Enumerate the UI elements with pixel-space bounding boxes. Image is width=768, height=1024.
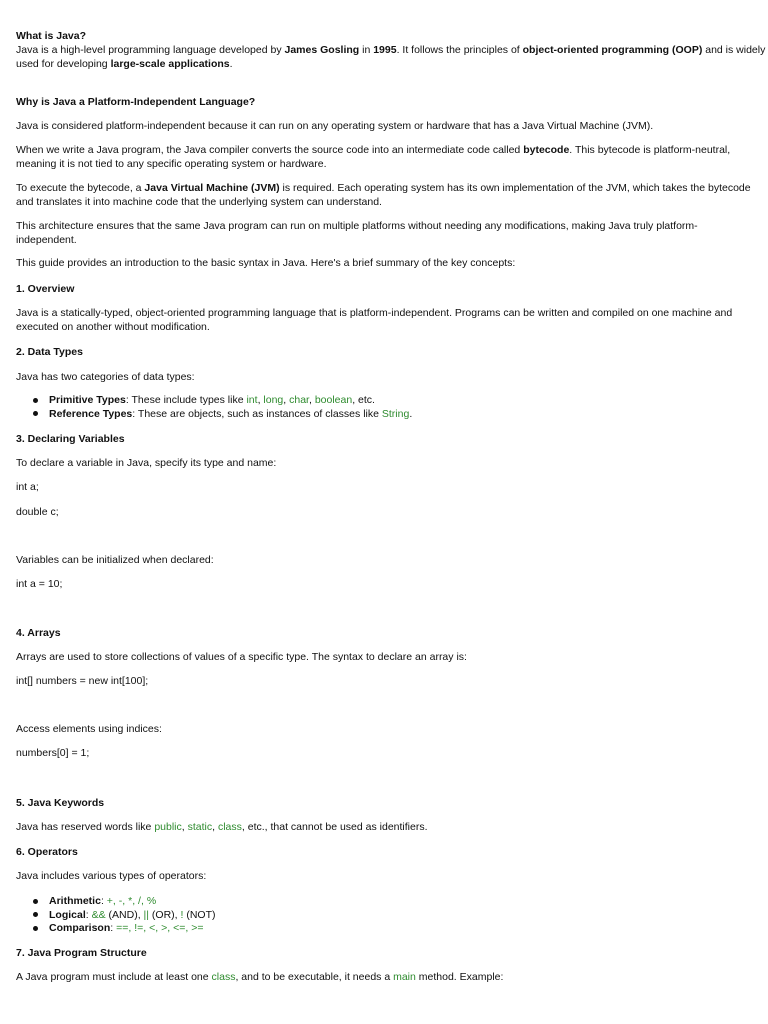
type-long: long	[263, 394, 284, 406]
data-types-intro: Java has two categories of data types:	[16, 371, 195, 383]
list-item: Primitive Types: These include types like int, long, char, boolean, etc.	[16, 393, 412, 407]
structure-paragraph: A Java program must include at least one class, and to be executable, it needs a main method. Example:	[16, 971, 504, 983]
data-types-heading: 2. Data Types	[16, 346, 83, 358]
variables-intro: To declare a variable in Java, specify its type and name:	[16, 457, 277, 469]
structure-heading: 7. Java Program Structure	[16, 947, 147, 959]
keywords-heading: 5. Java Keywords	[16, 797, 105, 809]
release-year: 1995	[373, 44, 397, 56]
what-is-java-paragraph: Java is a high-level programming language developed by James Gosling in 1995. It follows the principles of object-oriented programming (OOP) and is widely used for developing large-scale applications.	[16, 44, 766, 70]
guide-intro-paragraph: This guide provides an introduction to the basic syntax in Java. Here's a brief summary of the key concepts:	[16, 257, 516, 269]
keyword-class: class	[217, 821, 242, 833]
operators-list	[16, 894, 216, 935]
oop-term: object-oriented programming (OOP)	[522, 44, 703, 56]
platform-heading: Why is Java a Platform-Independent Language?	[16, 96, 256, 108]
bytecode-term: bytecode	[523, 144, 570, 156]
platform-paragraph-2: When we write a Java program, the Java compiler converts the source code into an intermediate code called bytecode. This bytecode is platform-neutral, meaning it is not tied to any specific operating system or hardware.	[16, 144, 731, 170]
list-item: Arithmetic: +, -, *, /, %	[16, 894, 216, 908]
operators-heading: 6. Operators	[16, 846, 78, 858]
jvm-term: Java Virtual Machine (JVM)	[144, 182, 280, 194]
apps-term: large-scale applications	[110, 58, 230, 70]
arrays-heading: 4. Arrays	[16, 627, 61, 639]
type-int: int	[246, 394, 258, 406]
keyword-main: main	[393, 971, 416, 983]
author-name: James Gosling	[284, 44, 360, 56]
code-line: int a = 10;	[16, 578, 63, 590]
variables-heading: 3. Declaring Variables	[16, 433, 125, 445]
keywords-paragraph: Java has reserved words like public, static, class, etc., that cannot be used as identifiers.	[16, 821, 428, 833]
variables-init-text: Variables can be initialized when declared:	[16, 554, 214, 566]
code-line: numbers[0] = 1;	[16, 747, 90, 759]
type-char: char	[289, 394, 309, 406]
code-line: int a;	[16, 481, 39, 493]
keyword-class: class	[211, 971, 236, 983]
overview-heading: 1. Overview	[16, 283, 75, 295]
code-line: double c;	[16, 506, 59, 518]
arrays-intro: Arrays are used to store collections of values of a specific type. The syntax to declare an array is:	[16, 651, 467, 663]
overview-paragraph: Java is a statically-typed, object-oriented programming language that is platform-independent. Programs can be written and compiled on one machine and executed on another without modification.	[16, 307, 733, 333]
type-boolean: boolean	[314, 394, 353, 406]
list-item: Reference Types: These are objects, such as instances of classes like String.	[16, 407, 412, 421]
what-is-java-heading: What is Java?	[16, 30, 87, 42]
platform-paragraph-1: Java is considered platform-independent because it can run on any operating system or hardware that has a Java Virtual Machine (JVM).	[16, 120, 654, 132]
arrays-access-text: Access elements using indices:	[16, 723, 162, 735]
list-item: Logical: && (AND), || (OR), ! (NOT)	[16, 908, 216, 922]
keyword-static: static	[187, 821, 213, 833]
type-string: String	[381, 407, 410, 420]
keyword-public: public	[154, 821, 182, 833]
platform-paragraph-4: This architecture ensures that the same Java program can run on multiple platforms without needing any modifications, making Java truly platform-independent.	[16, 220, 698, 246]
code-line: int[] numbers = new int[100];	[16, 675, 149, 687]
platform-paragraph-3: To execute the bytecode, a Java Virtual Machine (JVM) is required. Each operating system has its own implementation of the JVM, which takes the bytecode and translates it into machine code that the underlying system can understand.	[16, 182, 751, 208]
list-item: Comparison: ==, !=, <, >, <=, >=	[16, 921, 216, 935]
data-types-list	[16, 393, 412, 420]
operators-intro: Java includes various types of operators:	[16, 870, 207, 882]
